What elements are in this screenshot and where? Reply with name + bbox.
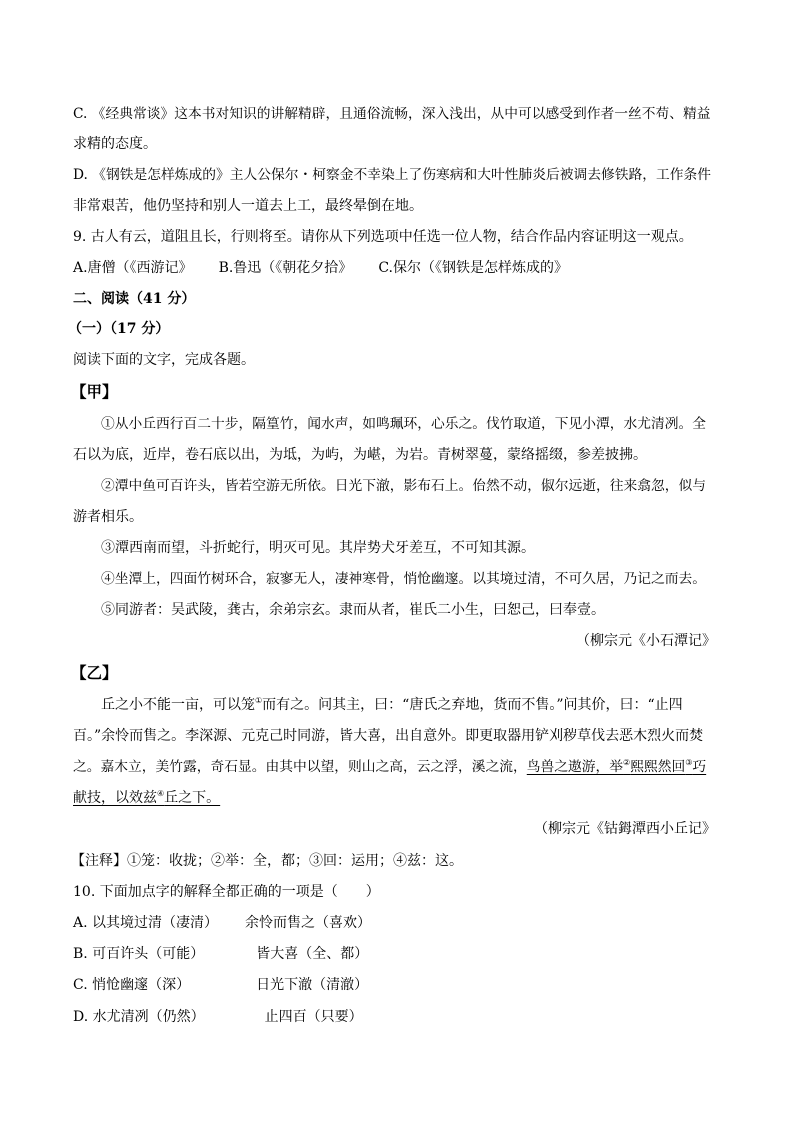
passage-yi-line3 bbox=[73, 757, 706, 777]
passage-yi-source: （柳宗元《钴鉧潭西小丘记》 bbox=[534, 821, 716, 837]
q8-option-c-line1: C. 《经典常谈》这本书对知识的讲解精辟，且通俗流畅，深入浅出，从中可以感受到作者一丝不苟、精益 bbox=[73, 106, 711, 122]
part-heading: （一）（17 分） bbox=[68, 321, 170, 337]
passage-jia-line: 游者相乐。 bbox=[73, 509, 143, 525]
passage-text: 之。嘉木立，美竹露，奇石显。由其中以望，则山之高，云之浮，溪之流， bbox=[73, 759, 527, 775]
q10-option-b bbox=[73, 944, 368, 964]
note-marker: ④ bbox=[157, 789, 165, 798]
q10-option-c bbox=[73, 975, 368, 995]
option-text: A. 以其境过清（凄清） bbox=[73, 915, 219, 931]
passage-text: 巧 bbox=[692, 759, 707, 775]
underlined-text bbox=[527, 759, 706, 775]
option-text: 皆大喜（全、都） bbox=[256, 946, 369, 962]
option-text: 日光下澈（清澈） bbox=[256, 977, 369, 993]
passage-text: 献技，以效兹 bbox=[73, 790, 157, 806]
passage-yi-label: 【乙】 bbox=[71, 663, 118, 682]
option-text: D. 水尤清冽（仍然） bbox=[73, 1009, 205, 1025]
q10-option-d bbox=[73, 1007, 363, 1027]
section-heading: 二、阅读（41 分） bbox=[73, 291, 196, 307]
q9-option-c: C.保尔（《钢铁是怎样炼成的》 bbox=[378, 260, 568, 276]
passage-jia-label: 【甲】 bbox=[71, 382, 118, 401]
passage-text: 鸟兽之遨游，举 bbox=[526, 759, 624, 775]
q10-stem: 10. 下面加点字的解释全都正确的一项是（ ） bbox=[73, 884, 380, 900]
q9-option-b: B.鲁迅（《朝花夕拾》 bbox=[218, 260, 353, 276]
option-text: C. 悄怆幽邃（深） bbox=[73, 977, 191, 993]
passage-jia-line: ⑤同游者：吴武陵，龚古，余弟宗玄。隶而从者，崔氏二小生，曰恕己，曰奉壹。 bbox=[101, 602, 605, 618]
reading-instruction: 阅读下面的文字，完成各题。 bbox=[73, 352, 255, 368]
passage-yi-line4 bbox=[73, 788, 220, 808]
passage-text: 而有之。问其主，曰：“唐氏之弃地，货而不售。”问其价，曰：“止四 bbox=[262, 697, 683, 713]
note-marker: ① bbox=[255, 696, 263, 705]
passage-text: 丘之小不能一亩，可以笼 bbox=[101, 697, 255, 713]
annotations: 【注释】①笼：收拢；②举：全，都；③回：运用；④兹：这。 bbox=[71, 853, 463, 869]
q8-option-c-line2: 求精的态度。 bbox=[73, 136, 157, 152]
passage-yi-line2: 百。”余怜而售之。李深源、元克己时同游，皆大喜，出自意外。即更取器用铲刈秽草伐去恶木烈火而焚 bbox=[73, 728, 704, 744]
note-marker: ③ bbox=[685, 758, 693, 767]
passage-text: 熙熙然回 bbox=[630, 759, 686, 775]
passage-jia-source: （柳宗元《小石潭记》 bbox=[576, 633, 716, 649]
passage-jia-line: ③潭西南而望，斗折蛇行，明灭可见。其岸势犬牙差互，不可知其源。 bbox=[101, 540, 535, 556]
q8-option-d-line1: D. 《钢铁是怎样炼成的》主人公保尔・柯察金不幸染上了伤寒病和大叶性肺炎后被调去修铁路，工作条件 bbox=[73, 167, 712, 183]
note-marker: ② bbox=[623, 758, 631, 767]
option-text: 余怜而售之（喜欢） bbox=[245, 915, 372, 931]
passage-yi-line1 bbox=[101, 695, 683, 715]
passage-jia-line: 石以为底，近岸，卷石底以出，为坻，为屿，为嵁，为岩。青树翠蔓，蒙络摇缀，参差披拂。 bbox=[73, 447, 647, 463]
q9-option-a: A.唐僧（《西游记》 bbox=[73, 260, 193, 276]
passage-jia-line: ②潭中鱼可百许头，皆若空游无所依。日光下澈，影布石上。佁然不动，俶尔远逝，往来翕忽，似与 bbox=[101, 478, 707, 494]
q8-option-d-line2: 非常艰苦，他仍坚持和别人一道去上工，最终晕倒在地。 bbox=[73, 198, 423, 214]
passage-text: 丘之下。 bbox=[164, 790, 221, 806]
q10-option-a bbox=[73, 913, 371, 933]
option-text: B. 可百许头（可能） bbox=[73, 946, 205, 962]
q9-options bbox=[73, 258, 568, 278]
q9-stem: 9. 古人有云，道阻且长，行则将至。请你从下列选项中任选一位人物，结合作品内容证明这一观点。 bbox=[73, 229, 693, 245]
underlined-text bbox=[73, 790, 220, 806]
passage-jia-line: ④坐潭上，四面竹树环合，寂寥无人，凄神寒骨，悄怆幽邃。以其境过清，不可久居，乃记之而去。 bbox=[101, 571, 707, 587]
option-text: 止四百（只要） bbox=[264, 1009, 363, 1025]
passage-jia-line: ①从小丘西行百二十步，隔篁竹，闻水声，如鸣珮环，心乐之。伐竹取道，下见小潭，水尤清冽。全 bbox=[101, 416, 707, 432]
